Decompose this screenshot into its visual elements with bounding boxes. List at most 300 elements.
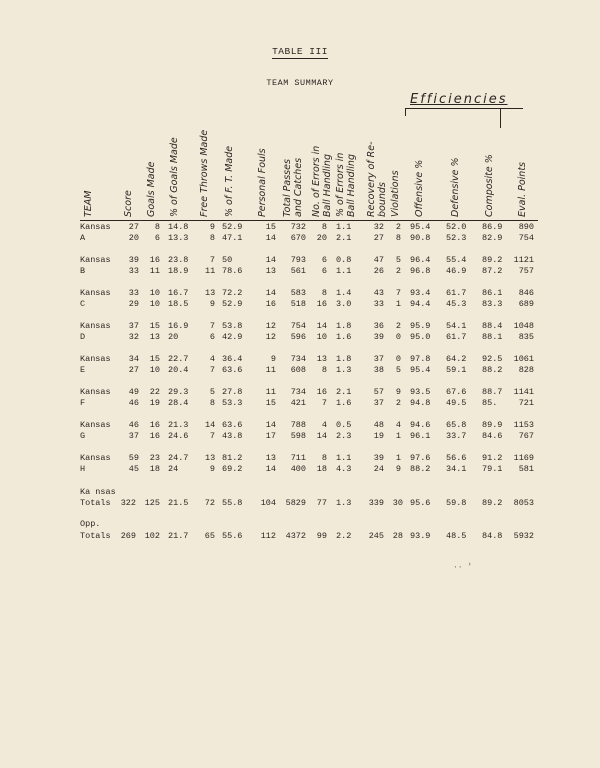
- cell-team: D: [80, 332, 86, 342]
- cell-goals-pct: 20: [168, 332, 179, 342]
- totals-label: Totals: [80, 531, 111, 541]
- cell-offensive: 88.2: [410, 464, 431, 474]
- cell-fouls: 15: [265, 222, 276, 232]
- cell-fouls: 14: [265, 464, 276, 474]
- cell-errors: 8: [321, 288, 327, 298]
- header-err-pct-2: Ball Handling: [346, 154, 357, 217]
- header-violations: Violations: [390, 170, 401, 217]
- cell-offensive: 94.8: [410, 398, 431, 408]
- header-ft-pct: % of F. T. Made: [224, 145, 235, 217]
- cell-err-pct: 1.6: [336, 398, 352, 408]
- cell-offensive: 95.0: [410, 332, 431, 342]
- cell-eval-points: 689: [518, 299, 534, 309]
- cell-score: 20: [128, 233, 139, 243]
- cell-violations: 8: [395, 233, 401, 243]
- cell-score: 39: [128, 255, 139, 265]
- cell-eval-points: 828: [518, 365, 534, 375]
- cell-violations: 28: [392, 531, 403, 541]
- cell-violations: 9: [395, 464, 401, 474]
- cell-recovery: 32: [373, 222, 384, 232]
- cell-goals: 23: [149, 453, 160, 463]
- cell-errors: 13: [316, 354, 327, 364]
- header-personal-fouls: Personal Fouls: [257, 148, 268, 217]
- efficiencies-label: Efficiencies: [410, 92, 508, 107]
- cell-err-pct: 2.1: [336, 387, 352, 397]
- cell-goals-pct: 21.7: [168, 531, 189, 541]
- cell-offensive: 94.6: [410, 420, 431, 430]
- cell-errors: 99: [316, 531, 327, 541]
- cell-ft: 5: [209, 387, 215, 397]
- cell-defensive: 52.0: [446, 222, 467, 232]
- cell-ft-pct: 52.9: [222, 299, 243, 309]
- cell-err-pct: 1.4: [336, 288, 352, 298]
- cell-offensive: 96.4: [410, 255, 431, 265]
- header-errors-2: Ball Handling: [322, 154, 333, 217]
- cell-composite: 89.2: [482, 498, 503, 508]
- cell-recovery: 48: [373, 420, 384, 430]
- cell-defensive: 65.8: [446, 420, 467, 430]
- cell-errors: 6: [321, 266, 327, 276]
- cell-ft: 9: [209, 299, 215, 309]
- header-recovery-1: Recovery of Re-: [366, 141, 377, 217]
- cell-goals-pct: 29.3: [168, 387, 189, 397]
- cell-fouls: 15: [265, 398, 276, 408]
- cell-defensive: 67.6: [446, 387, 467, 397]
- cell-goals: 10: [149, 299, 160, 309]
- cell-defensive: 64.2: [446, 354, 467, 364]
- cell-eval-points: 846: [518, 288, 534, 298]
- cell-score: 32: [128, 332, 139, 342]
- cell-score: 269: [120, 531, 136, 541]
- cell-passes: 561: [290, 266, 306, 276]
- cell-violations: 1: [395, 453, 401, 463]
- header-defensive: Defensive %: [450, 157, 461, 217]
- table-row: [0, 453, 600, 464]
- cell-err-pct: 3.0: [336, 299, 352, 309]
- cell-score: 322: [120, 498, 136, 508]
- cell-ft: 9: [209, 222, 215, 232]
- cell-goals-pct: 22.7: [168, 354, 189, 364]
- cell-ft-pct: 63.6: [222, 365, 243, 375]
- cell-ft: 8: [209, 398, 215, 408]
- cell-team: Kansas: [80, 453, 111, 463]
- cell-offensive: 95.4: [410, 222, 431, 232]
- cell-passes: 788: [290, 420, 306, 430]
- cell-err-pct: 1.3: [336, 498, 352, 508]
- cell-offensive: 93.4: [410, 288, 431, 298]
- header-rule: [80, 220, 538, 221]
- cell-defensive: 59.1: [446, 365, 467, 375]
- cell-team: Kansas: [80, 354, 111, 364]
- efficiencies-bracket: [405, 108, 523, 109]
- cell-composite: 82.9: [482, 233, 503, 243]
- cell-passes: 793: [290, 255, 306, 265]
- cell-violations: 2: [395, 266, 401, 276]
- table-row: [0, 431, 600, 442]
- cell-goals: 15: [149, 354, 160, 364]
- cell-defensive: 54.1: [446, 321, 467, 331]
- table-row: [0, 365, 600, 376]
- cell-violations: 1: [395, 299, 401, 309]
- cell-violations: 5: [395, 365, 401, 375]
- cell-offensive: 96.1: [410, 431, 431, 441]
- cell-ft: 7: [209, 431, 215, 441]
- cell-composite: 88.7: [482, 387, 503, 397]
- cell-goals-pct: 16.7: [168, 288, 189, 298]
- header-goals-pct: % of Goals Made: [169, 137, 180, 217]
- cell-ft: 4: [209, 354, 215, 364]
- cell-team: F: [80, 398, 86, 408]
- cell-recovery: 37: [373, 354, 384, 364]
- cell-goals: 16: [149, 255, 160, 265]
- cell-goals: 19: [149, 398, 160, 408]
- cell-goals: 8: [154, 222, 160, 232]
- cell-fouls: 16: [265, 299, 276, 309]
- cell-recovery: 38: [373, 365, 384, 375]
- header-eval-points: Eval. Points: [517, 161, 528, 217]
- table-row: [0, 299, 600, 310]
- cell-violations: 0: [395, 354, 401, 364]
- cell-recovery: 24: [373, 464, 384, 474]
- cell-passes: 4372: [285, 531, 306, 541]
- header-goals-made: Goals Made: [146, 161, 157, 217]
- cell-eval-points: 890: [518, 222, 534, 232]
- cell-recovery: 26: [373, 266, 384, 276]
- cell-composite: 89.2: [482, 255, 503, 265]
- cell-errors: 8: [321, 222, 327, 232]
- cell-team: H: [80, 464, 86, 474]
- cell-score: 45: [128, 464, 139, 474]
- header-score: Score: [123, 190, 134, 217]
- cell-ft: 65: [204, 531, 215, 541]
- cell-ft-pct: 72.2: [222, 288, 243, 298]
- opp-totals-row: [0, 531, 600, 542]
- cell-passes: 598: [290, 431, 306, 441]
- table-row: [0, 321, 600, 332]
- cell-goals-pct: 21.3: [168, 420, 189, 430]
- cell-goals: 10: [149, 288, 160, 298]
- cell-eval-points: 757: [518, 266, 534, 276]
- cell-ft-pct: 36.4: [222, 354, 243, 364]
- cell-eval-points: 754: [518, 233, 534, 243]
- cell-ft-pct: 69.2: [222, 464, 243, 474]
- cell-eval-points: 835: [518, 332, 534, 342]
- cell-defensive: 45.3: [446, 299, 467, 309]
- cell-errors: 4: [321, 420, 327, 430]
- cell-goals: 125: [144, 498, 160, 508]
- cell-offensive: 96.8: [410, 266, 431, 276]
- cell-goals: 22: [149, 387, 160, 397]
- cell-fouls: 13: [265, 453, 276, 463]
- cell-err-pct: 1.8: [336, 354, 352, 364]
- cell-defensive: 61.7: [446, 288, 467, 298]
- cell-goals-pct: 13.3: [168, 233, 189, 243]
- cell-ft-pct: 63.6: [222, 420, 243, 430]
- cell-err-pct: 2.3: [336, 431, 352, 441]
- cell-violations: 30: [392, 498, 403, 508]
- cell-team: Kansas: [80, 321, 111, 331]
- cell-offensive: 93.9: [410, 531, 431, 541]
- table-row: [0, 398, 600, 409]
- cell-goals-pct: 23.8: [168, 255, 189, 265]
- cell-team: Kansas: [80, 420, 111, 430]
- cell-goals-pct: 24: [168, 464, 179, 474]
- cell-ft: 72: [204, 498, 215, 508]
- cell-composite: 91.2: [482, 453, 503, 463]
- cell-eval-points: 1141: [513, 387, 534, 397]
- cell-composite: 83.3: [482, 299, 503, 309]
- table-row: [0, 354, 600, 365]
- cell-err-pct: 1.1: [336, 222, 352, 232]
- cell-defensive: 59.8: [446, 498, 467, 508]
- cell-fouls: 112: [260, 531, 276, 541]
- cell-ft-pct: 52.9: [222, 222, 243, 232]
- cell-composite: 86.1: [482, 288, 503, 298]
- cell-defensive: 49.5: [446, 398, 467, 408]
- cell-errors: 8: [321, 365, 327, 375]
- cell-passes: 732: [290, 222, 306, 232]
- cell-team: Kansas: [80, 222, 111, 232]
- cell-ft: 7: [209, 321, 215, 331]
- table-row: [0, 464, 600, 475]
- cell-eval-points: 581: [518, 464, 534, 474]
- cell-ft: 6: [209, 332, 215, 342]
- cell-passes: 5829: [285, 498, 306, 508]
- cell-composite: 89.9: [482, 420, 503, 430]
- header-err-pct-1: % of Errors in: [335, 152, 346, 217]
- cell-ft: 7: [209, 255, 215, 265]
- cell-fouls: 12: [265, 321, 276, 331]
- cell-recovery: 39: [373, 332, 384, 342]
- cell-team: Kansas: [80, 288, 111, 298]
- table-row: [0, 332, 600, 343]
- cell-violations: 9: [395, 387, 401, 397]
- header-team: TEAM: [83, 190, 94, 217]
- cell-err-pct: 1.8: [336, 321, 352, 331]
- opp-totals-label: Opp.: [80, 519, 101, 529]
- header-offensive: Offensive %: [414, 159, 425, 217]
- cell-violations: 5: [395, 255, 401, 265]
- cell-goals-pct: 24.7: [168, 453, 189, 463]
- cell-errors: 16: [316, 387, 327, 397]
- cell-errors: 7: [321, 398, 327, 408]
- cell-ft-pct: 53.3: [222, 398, 243, 408]
- cell-team: Kansas: [80, 387, 111, 397]
- cell-err-pct: 1.3: [336, 365, 352, 375]
- cell-passes: 583: [290, 288, 306, 298]
- cell-composite: 88.4: [482, 321, 503, 331]
- opp-totals-label-row: [0, 519, 600, 530]
- cell-recovery: 33: [373, 299, 384, 309]
- cell-goals-pct: 18.5: [168, 299, 189, 309]
- table-row: [0, 255, 600, 266]
- efficiencies-bracket-left: [405, 108, 406, 116]
- cell-offensive: 93.5: [410, 387, 431, 397]
- cell-violations: 7: [395, 288, 401, 298]
- cell-offensive: 97.6: [410, 453, 431, 463]
- cell-composite: 92.5: [482, 354, 503, 364]
- cell-violations: 1: [395, 431, 401, 441]
- cell-err-pct: 0.5: [336, 420, 352, 430]
- cell-fouls: 12: [265, 332, 276, 342]
- header-free-throws: Free Throws Made: [199, 129, 210, 217]
- cell-errors: 14: [316, 321, 327, 331]
- cell-ft-pct: 50: [222, 255, 233, 265]
- cell-passes: 734: [290, 387, 306, 397]
- cell-fouls: 13: [265, 266, 276, 276]
- cell-ft: 7: [209, 365, 215, 375]
- cell-score: 46: [128, 420, 139, 430]
- cell-eval-points: 5932: [513, 531, 534, 541]
- header-passes-1: Total Passes: [282, 159, 293, 217]
- cell-defensive: 46.9: [446, 266, 467, 276]
- cell-fouls: 14: [265, 288, 276, 298]
- cell-composite: 79.1: [482, 464, 503, 474]
- cell-composite: 88.2: [482, 365, 503, 375]
- cell-composite: 86.9: [482, 222, 503, 232]
- cell-score: 27: [128, 365, 139, 375]
- cell-score: 49: [128, 387, 139, 397]
- cell-ft: 11: [205, 266, 216, 276]
- cell-goals-pct: 14.8: [168, 222, 189, 232]
- cell-err-pct: 2.1: [336, 233, 352, 243]
- cell-offensive: 97.8: [410, 354, 431, 364]
- cell-errors: 14: [316, 431, 327, 441]
- cell-fouls: 104: [260, 498, 276, 508]
- cell-fouls: 14: [265, 255, 276, 265]
- cell-eval-points: 1121: [513, 255, 534, 265]
- cell-err-pct: 1.1: [336, 453, 352, 463]
- cell-passes: 670: [290, 233, 306, 243]
- cell-team: B: [80, 266, 86, 276]
- cell-goals-pct: 28.4: [168, 398, 189, 408]
- cell-recovery: 39: [373, 453, 384, 463]
- cell-defensive: 33.7: [446, 431, 467, 441]
- cell-ft-pct: 43.8: [222, 431, 243, 441]
- cell-score: 46: [128, 398, 139, 408]
- cell-ft-pct: 55.6: [222, 531, 243, 541]
- cell-fouls: 9: [270, 354, 276, 364]
- cell-ft-pct: 78.6: [222, 266, 243, 276]
- totals-label: Totals: [80, 498, 111, 508]
- cell-recovery: 47: [373, 255, 384, 265]
- kansas-totals-label: Ka nsas: [80, 487, 116, 497]
- cell-ft-pct: 42.9: [222, 332, 243, 342]
- cell-errors: 10: [316, 332, 327, 342]
- cell-errors: 20: [316, 233, 327, 243]
- header-passes-2: and Catches: [293, 157, 304, 217]
- cell-defensive: 48.5: [446, 531, 467, 541]
- cell-goals: 6: [154, 233, 160, 243]
- cell-violations: 2: [395, 222, 401, 232]
- cell-goals: 15: [149, 321, 160, 331]
- cell-violations: 0: [395, 332, 401, 342]
- table-row: [0, 222, 600, 233]
- cell-ft: 9: [209, 464, 215, 474]
- table-subtitle: TEAM SUMMARY: [266, 78, 334, 88]
- cell-errors: 16: [316, 299, 327, 309]
- cell-score: 29: [128, 299, 139, 309]
- cell-score: 59: [128, 453, 139, 463]
- cell-ft-pct: 47.1: [222, 233, 243, 243]
- cell-defensive: 34.1: [446, 464, 467, 474]
- cell-goals-pct: 21.5: [168, 498, 189, 508]
- cell-violations: 2: [395, 321, 401, 331]
- stray-ink-mark: ·· ʹ: [453, 563, 473, 572]
- cell-composite: 84.6: [482, 431, 503, 441]
- efficiencies-bracket-right: [500, 108, 501, 128]
- cell-eval-points: 1169: [513, 453, 534, 463]
- cell-offensive: 95.9: [410, 321, 431, 331]
- cell-violations: 4: [395, 420, 401, 430]
- cell-goals: 13: [149, 332, 160, 342]
- cell-team: Kansas: [80, 255, 111, 265]
- cell-recovery: 27: [373, 233, 384, 243]
- cell-passes: 596: [290, 332, 306, 342]
- kansas-totals-label-row: [0, 487, 600, 498]
- cell-fouls: 11: [265, 387, 276, 397]
- cell-ft-pct: 53.8: [222, 321, 243, 331]
- cell-team: E: [80, 365, 86, 375]
- cell-goals: 16: [149, 420, 160, 430]
- cell-errors: 8: [321, 453, 327, 463]
- header-composite: Composite %: [484, 154, 495, 217]
- cell-team: G: [80, 431, 86, 441]
- table-row: [0, 233, 600, 244]
- cell-passes: 518: [290, 299, 306, 309]
- header-errors-1: No. of Errors in: [311, 145, 322, 217]
- cell-composite: 85.: [482, 398, 498, 408]
- cell-team: C: [80, 299, 86, 309]
- table-row: [0, 420, 600, 431]
- cell-fouls: 14: [265, 233, 276, 243]
- cell-err-pct: 2.2: [336, 531, 352, 541]
- cell-passes: 608: [290, 365, 306, 375]
- cell-recovery: 43: [373, 288, 384, 298]
- cell-defensive: 55.4: [446, 255, 467, 265]
- kansas-totals-row: [0, 498, 600, 509]
- cell-passes: 400: [290, 464, 306, 474]
- cell-fouls: 17: [265, 431, 276, 441]
- cell-offensive: 94.4: [410, 299, 431, 309]
- cell-goals: 10: [149, 365, 160, 375]
- cell-score: 37: [128, 431, 139, 441]
- cell-eval-points: 1153: [513, 420, 534, 430]
- cell-goals-pct: 16.9: [168, 321, 189, 331]
- cell-recovery: 339: [368, 498, 384, 508]
- table-row: [0, 387, 600, 398]
- cell-defensive: 56.6: [446, 453, 467, 463]
- cell-passes: 734: [290, 354, 306, 364]
- cell-score: 34: [128, 354, 139, 364]
- cell-offensive: 90.8: [410, 233, 431, 243]
- cell-offensive: 95.6: [410, 498, 431, 508]
- cell-fouls: 14: [265, 420, 276, 430]
- cell-eval-points: 1048: [513, 321, 534, 331]
- cell-err-pct: 4.3: [336, 464, 352, 474]
- table-row: [0, 288, 600, 299]
- cell-ft: 8: [209, 233, 215, 243]
- cell-score: 33: [128, 266, 139, 276]
- cell-offensive: 95.4: [410, 365, 431, 375]
- cell-goals-pct: 20.4: [168, 365, 189, 375]
- cell-eval-points: 721: [518, 398, 534, 408]
- cell-ft-pct: 81.2: [222, 453, 243, 463]
- cell-err-pct: 0.8: [336, 255, 352, 265]
- cell-errors: 6: [321, 255, 327, 265]
- cell-passes: 754: [290, 321, 306, 331]
- cell-ft: 13: [205, 288, 216, 298]
